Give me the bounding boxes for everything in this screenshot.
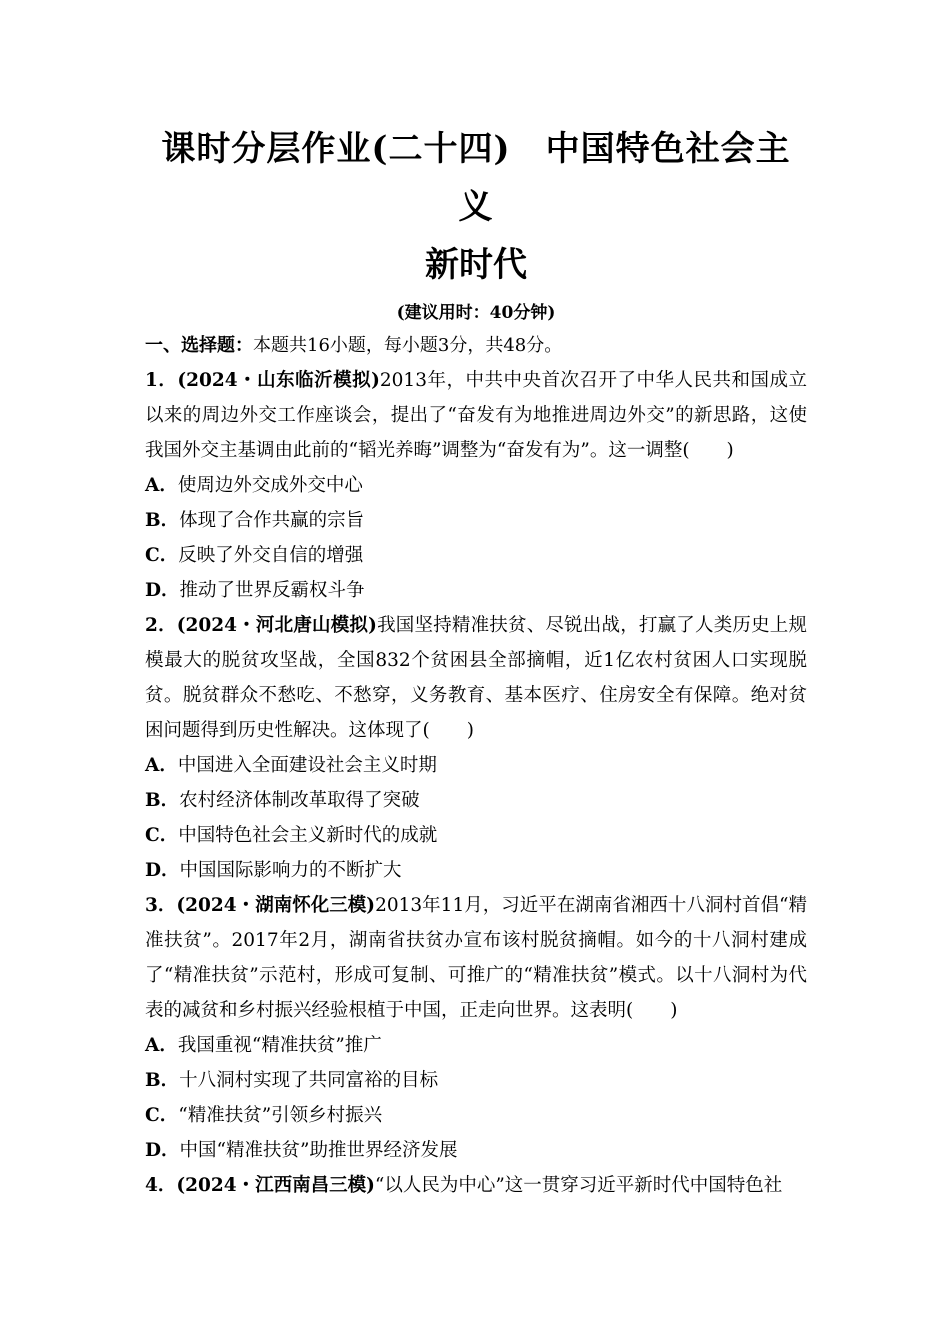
option-letter: B． [145, 790, 180, 811]
option-b [145, 1063, 807, 1098]
suggested-time: (建议用时：40分钟) [396, 303, 556, 323]
option-d [145, 853, 807, 888]
question-source: (2024・山东临沂模拟) [177, 370, 380, 391]
option-b [145, 783, 807, 818]
option-a [145, 748, 807, 783]
question-stem [145, 1168, 807, 1203]
option-letter: D． [145, 580, 180, 601]
option-c [145, 538, 807, 573]
question-text: 2013年，中共中央首次召开了中华人民共和国成立以来的周边外交工作座谈会，提出了“奋发有为地推进周边外交”的新思路，这使我国外交主基调由此前的“韬光养晦”调整为“奋发有为”。这一调整( ) [145, 370, 807, 461]
document-page [145, 120, 807, 1203]
question-4 [145, 1168, 807, 1203]
question-number: 4． [145, 1175, 177, 1196]
option-text: 十八洞村实现了共同富裕的目标 [179, 1070, 439, 1091]
option-letter: C． [145, 545, 179, 566]
option-letter: A． [145, 755, 178, 776]
page-title: 课时分层作业(二十四) 中国特色社会主义 [161, 129, 791, 227]
question-number: 3． [145, 895, 177, 916]
option-text: 中国进入全面建设社会主义时期 [177, 755, 437, 776]
option-letter: A． [145, 1035, 178, 1056]
option-text: 中国特色社会主义新时代的成就 [178, 825, 438, 846]
option-letter: C． [145, 825, 179, 846]
option-d [145, 573, 807, 608]
question-text: 我国坚持精准扶贫、尽锐出战，打赢了人类历史上规模最大的脱贫攻坚战，全国832个贫困县全部摘帽，近1亿农村贫困人口实现脱贫。脱贫群众不愁吃、不愁穿，义务教育、基本医疗、住房安全有保障。绝对贫困问题得到历史性解决。这体现了( ) [145, 615, 807, 741]
option-a [145, 1028, 807, 1063]
question-1 [145, 363, 807, 608]
question-stem [145, 363, 807, 468]
option-b [145, 503, 807, 538]
option-text: 中国国际影响力的不断扩大 [179, 860, 402, 881]
question-source: (2024・河北唐山模拟) [176, 615, 377, 636]
option-letter: A． [145, 475, 178, 496]
question-text: “以人民为中心”这一贯穿习近平新时代中国特色社 [374, 1175, 783, 1196]
option-text: 推动了世界反霸权斗争 [179, 580, 365, 601]
option-c [145, 1098, 807, 1133]
option-text: 使周边外交成外交中心 [177, 475, 363, 496]
option-c [145, 818, 807, 853]
option-text: 农村经济体制改革取得了突破 [179, 790, 420, 811]
question-text: 2013年11月，习近平在湖南省湘西十八洞村首倡“精准扶贫”。2017年2月，湖南省扶贫办宣布该村脱贫摘帽。如今的十八洞村建成了“精准扶贫”示范村，形成可复制、可推广的“精准扶贫”模式。以十八洞村为代表的减贫和乡村振兴经验根植于中国，正走向世界。这表明( ) [145, 895, 808, 1021]
section-title: 一、选择题： [145, 335, 253, 356]
section-description: 本题共16小题，每小题3分，共48分。 [253, 335, 563, 356]
question-stem [145, 608, 807, 748]
option-letter: C． [145, 1105, 179, 1126]
page-title-line2: 新时代 [425, 245, 527, 285]
option-d [145, 1133, 807, 1168]
question-source: (2024・江西南昌三模) [176, 1175, 375, 1196]
option-text: “精准扶贫”引领乡村振兴 [178, 1105, 383, 1126]
option-letter: D． [145, 860, 180, 881]
option-text: 反映了外交自信的增强 [178, 545, 364, 566]
question-number: 2． [145, 615, 177, 636]
option-letter: B． [145, 510, 180, 531]
question-number: 1． [145, 370, 178, 391]
option-letter: D． [145, 1140, 180, 1161]
option-text: 我国重视“精准扶贫”推广 [177, 1035, 382, 1056]
option-letter: B． [145, 1070, 180, 1091]
question-3 [145, 888, 807, 1168]
option-text: 体现了合作共赢的宗旨 [179, 510, 365, 531]
option-a [145, 468, 807, 503]
question-source: (2024・湖南怀化三模) [176, 895, 376, 916]
option-text: 中国“精准扶贫”助推世界经济发展 [179, 1140, 458, 1161]
question-stem [145, 888, 807, 1028]
section-heading [145, 328, 807, 363]
question-2 [145, 608, 807, 888]
